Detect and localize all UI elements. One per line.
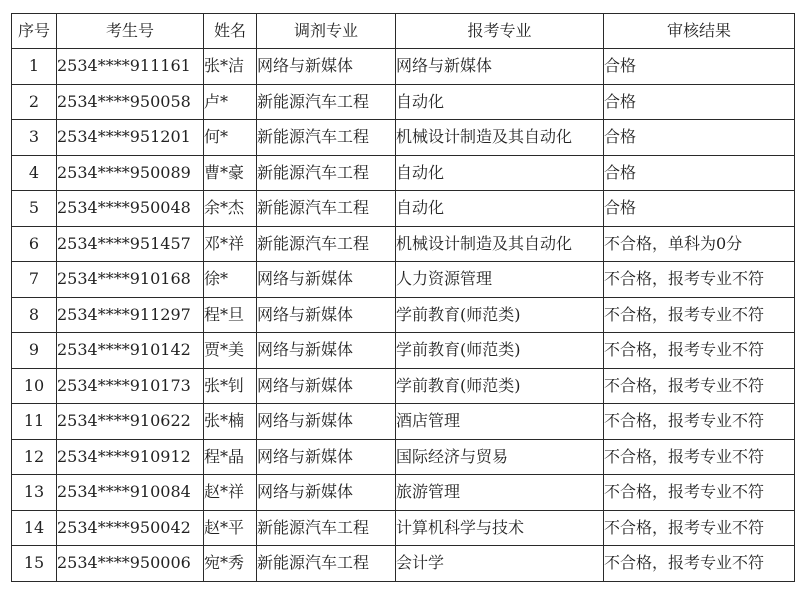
cell-seq: 12 [12,439,57,475]
cell-applied-major: 网络与新媒体 [396,49,604,85]
cell-review-result: 合格 [604,155,795,191]
cell-applied-major: 酒店管理 [396,404,604,440]
cell-seq: 9 [12,333,57,369]
table-row [12,333,795,369]
table-row [12,120,795,156]
header-name: 姓名 [204,14,257,49]
table-row [12,439,795,475]
cell-seq: 6 [12,226,57,262]
cell-exam-id: 2534****951457 [57,226,204,262]
table-body [12,49,795,582]
cell-seq: 10 [12,368,57,404]
table-row [12,84,795,120]
cell-exam-id: 2534****911297 [57,297,204,333]
table-row [12,297,795,333]
cell-applied-major: 自动化 [396,191,604,227]
cell-seq: 11 [12,404,57,440]
review-results-table [11,13,795,582]
cell-name: 宛*秀 [204,546,257,582]
header-exam-id: 考生号 [57,14,204,49]
cell-exam-id: 2534****910622 [57,404,204,440]
cell-exam-id: 2534****950089 [57,155,204,191]
cell-name: 赵*祥 [204,475,257,511]
cell-adjusted-major: 新能源汽车工程 [257,191,396,227]
cell-adjusted-major: 新能源汽车工程 [257,120,396,156]
cell-exam-id: 2534****951201 [57,120,204,156]
cell-name: 张*钊 [204,368,257,404]
cell-adjusted-major: 网络与新媒体 [257,262,396,298]
cell-review-result: 不合格，报考专业不符 [604,439,795,475]
cell-review-result: 合格 [604,49,795,85]
cell-adjusted-major: 网络与新媒体 [257,475,396,511]
cell-review-result: 不合格，报考专业不符 [604,475,795,511]
cell-seq: 8 [12,297,57,333]
cell-review-result: 合格 [604,120,795,156]
header-adjusted-major: 调剂专业 [257,14,396,49]
cell-review-result: 不合格，报考专业不符 [604,262,795,298]
cell-applied-major: 自动化 [396,155,604,191]
cell-exam-id: 2534****950058 [57,84,204,120]
cell-name: 程*晶 [204,439,257,475]
table-row [12,226,795,262]
cell-name: 卢* [204,84,257,120]
cell-applied-major: 自动化 [396,84,604,120]
cell-seq: 15 [12,546,57,582]
cell-applied-major: 机械设计制造及其自动化 [396,120,604,156]
table-row [12,510,795,546]
cell-review-result: 不合格，报考专业不符 [604,368,795,404]
cell-seq: 1 [12,49,57,85]
cell-applied-major: 计算机科学与技术 [396,510,604,546]
cell-adjusted-major: 新能源汽车工程 [257,510,396,546]
table-row [12,155,795,191]
cell-seq: 3 [12,120,57,156]
cell-applied-major: 学前教育(师范类) [396,368,604,404]
cell-review-result: 不合格，单科为0分 [604,226,795,262]
review-results-sheet [11,13,794,581]
cell-exam-id: 2534****950006 [57,546,204,582]
cell-applied-major: 旅游管理 [396,475,604,511]
cell-review-result: 不合格，报考专业不符 [604,510,795,546]
cell-name: 余*杰 [204,191,257,227]
cell-adjusted-major: 网络与新媒体 [257,333,396,369]
cell-name: 邓*祥 [204,226,257,262]
cell-seq: 5 [12,191,57,227]
cell-name: 张*洁 [204,49,257,85]
table-row [12,191,795,227]
cell-review-result: 不合格，报考专业不符 [604,297,795,333]
cell-applied-major: 会计学 [396,546,604,582]
cell-adjusted-major: 新能源汽车工程 [257,155,396,191]
cell-adjusted-major: 网络与新媒体 [257,297,396,333]
cell-exam-id: 2534****950042 [57,510,204,546]
cell-seq: 14 [12,510,57,546]
table-row [12,368,795,404]
table-row [12,404,795,440]
cell-name: 张*楠 [204,404,257,440]
cell-name: 曹*豪 [204,155,257,191]
cell-applied-major: 学前教育(师范类) [396,333,604,369]
cell-adjusted-major: 网络与新媒体 [257,368,396,404]
header-review-result: 审核结果 [604,14,795,49]
cell-name: 赵*平 [204,510,257,546]
cell-exam-id: 2534****910173 [57,368,204,404]
cell-name: 何* [204,120,257,156]
table-row [12,49,795,85]
cell-seq: 13 [12,475,57,511]
table-row [12,262,795,298]
cell-name: 贾*美 [204,333,257,369]
cell-adjusted-major: 网络与新媒体 [257,404,396,440]
cell-exam-id: 2534****910912 [57,439,204,475]
cell-exam-id: 2534****910142 [57,333,204,369]
cell-applied-major: 人力资源管理 [396,262,604,298]
cell-adjusted-major: 网络与新媒体 [257,439,396,475]
cell-review-result: 不合格，报考专业不符 [604,546,795,582]
cell-seq: 7 [12,262,57,298]
cell-review-result: 不合格，报考专业不符 [604,333,795,369]
cell-applied-major: 国际经济与贸易 [396,439,604,475]
cell-review-result: 不合格，报考专业不符 [604,404,795,440]
cell-seq: 4 [12,155,57,191]
cell-adjusted-major: 网络与新媒体 [257,49,396,85]
cell-seq: 2 [12,84,57,120]
cell-adjusted-major: 新能源汽车工程 [257,546,396,582]
cell-exam-id: 2534****910168 [57,262,204,298]
cell-exam-id: 2534****911161 [57,49,204,85]
cell-review-result: 合格 [604,84,795,120]
cell-review-result: 合格 [604,191,795,227]
cell-exam-id: 2534****910084 [57,475,204,511]
table-row [12,475,795,511]
header-row [12,14,795,49]
cell-applied-major: 机械设计制造及其自动化 [396,226,604,262]
cell-adjusted-major: 新能源汽车工程 [257,84,396,120]
cell-exam-id: 2534****950048 [57,191,204,227]
cell-applied-major: 学前教育(师范类) [396,297,604,333]
cell-adjusted-major: 新能源汽车工程 [257,226,396,262]
cell-name: 徐* [204,262,257,298]
table-header [12,14,795,49]
table-row [12,546,795,582]
cell-name: 程*旦 [204,297,257,333]
header-seq: 序号 [12,14,57,49]
header-applied-major: 报考专业 [396,14,604,49]
